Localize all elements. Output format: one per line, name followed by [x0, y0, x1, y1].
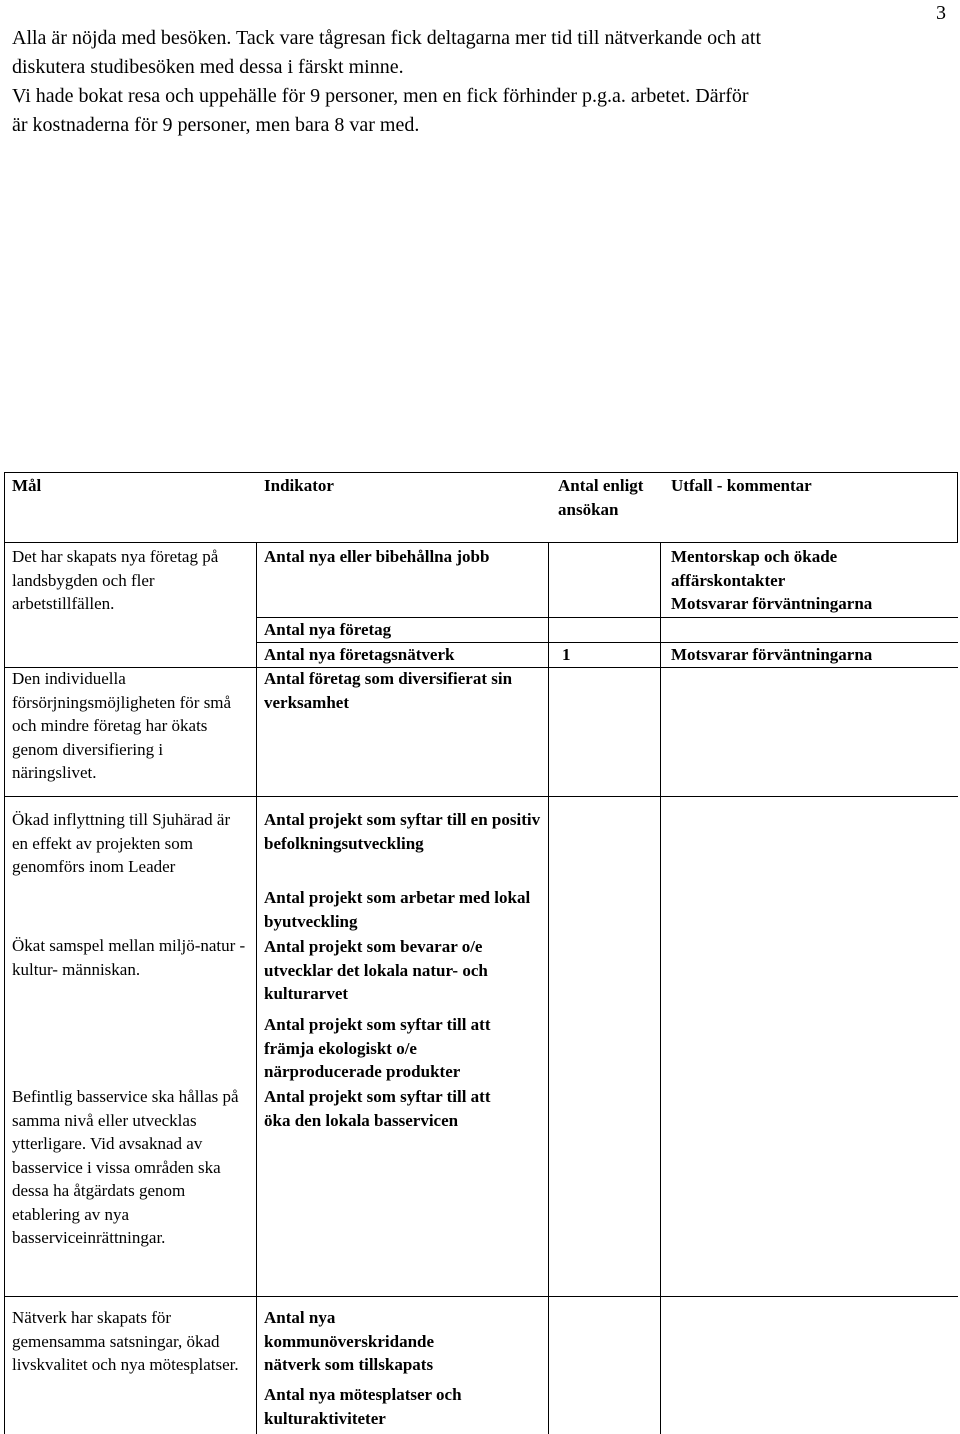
antal-value: 1 — [562, 645, 571, 664]
indicator-cell: Antal projekt som syftar till att öka den lokala basservicen — [264, 1087, 491, 1130]
table-border-top — [4, 472, 958, 473]
goal-cell: Det har skapats nya företag på landsbygden och fler arbetstillfällen. — [12, 547, 219, 613]
indicator-cell: Antal projekt som syftar till att främja ekologiskt o/e närproducerade produkter — [264, 1015, 491, 1081]
goal-cell: Ökad inflyttning till Sjuhärad är en effekt av projekten som genomförs inom Leader — [12, 810, 231, 876]
indicator-cell: Antal projekt som bevarar o/e utvecklar det lokala natur- och kulturarvet — [264, 937, 488, 1003]
goal-cell: Befintlig basservice ska hållas på samma nivå eller utvecklas ytterligare. Vid avsaknad av basservice i vissa områden ska dessa ha åtgärdats genom etablering av nya basserviceinrättningar. — [12, 1087, 239, 1247]
utfall-cell: Motsvarar förväntningarna — [671, 645, 873, 664]
goal-cell: Ökat samspel mellan miljö-natur - kultur- människan. — [12, 936, 246, 979]
table-border-left — [4, 472, 5, 1434]
indicator-cell: Antal projekt som arbetar med lokal byutveckling — [264, 888, 531, 931]
indicator-cell: Antal nya kommunöverskridande nätverk som tillskapats — [264, 1308, 435, 1374]
row-divider — [4, 796, 958, 797]
intro-line: Vi hade bokat resa och uppehälle för 9 personer, men en fick förhinder p.g.a. arbetet. Därför — [12, 85, 749, 107]
page-number: 3 — [936, 2, 946, 24]
utfall-cell: Mentorskap och ökade — [671, 547, 838, 566]
indicator-cell: Antal företag som diversifierat sin verksamhet — [264, 669, 513, 712]
utfall-cell: affärskontakter — [671, 571, 786, 590]
header-utfall: Utfall - kommentar — [671, 476, 812, 495]
indicator-cell: Antal nya företagsnätverk — [264, 645, 455, 664]
utfall-cell: Motsvarar förväntningarna — [671, 594, 873, 613]
column-divider — [256, 542, 257, 1434]
header-indikator: Indikator — [264, 476, 334, 495]
column-divider — [660, 542, 661, 667]
intro-text — [12, 24, 942, 140]
intro-line: diskutera studibesöken med dessa i färskt minne. — [12, 56, 404, 78]
goal-cell: Den individuella försörjningsmöjligheten för små och mindre företag har ökats genom diversifiering i näringslivet. — [12, 669, 232, 782]
header-mal: Mål — [12, 476, 42, 495]
column-divider — [548, 542, 549, 667]
row-divider — [4, 1296, 958, 1297]
goal-cell: Nätverk har skapats för gemensamma satsningar, ökad livskvalitet och nya mötesplatser. — [12, 1308, 239, 1374]
intro-line: är kostnaderna för 9 personer, men bara 8 var med. — [12, 114, 420, 136]
indicator-cell: Antal nya mötesplatser och kulturaktiviteter — [264, 1385, 462, 1428]
header-antal: Antal enligt ansökan — [558, 476, 644, 519]
column-divider — [548, 667, 549, 1434]
intro-line: Alla är nöjda med besöken. Tack vare tågresan fick deltagarna mer tid till nätverkande och att — [12, 27, 762, 49]
header-divider — [4, 542, 958, 543]
indicator-cell: Antal nya företag — [264, 620, 392, 639]
column-divider — [660, 667, 661, 1434]
indicator-cell: Antal projekt som syftar till en positiv befolkningsutveckling — [264, 810, 541, 853]
indicator-cell: Antal nya eller bibehållna jobb — [264, 547, 490, 566]
table-border-right — [957, 472, 958, 542]
